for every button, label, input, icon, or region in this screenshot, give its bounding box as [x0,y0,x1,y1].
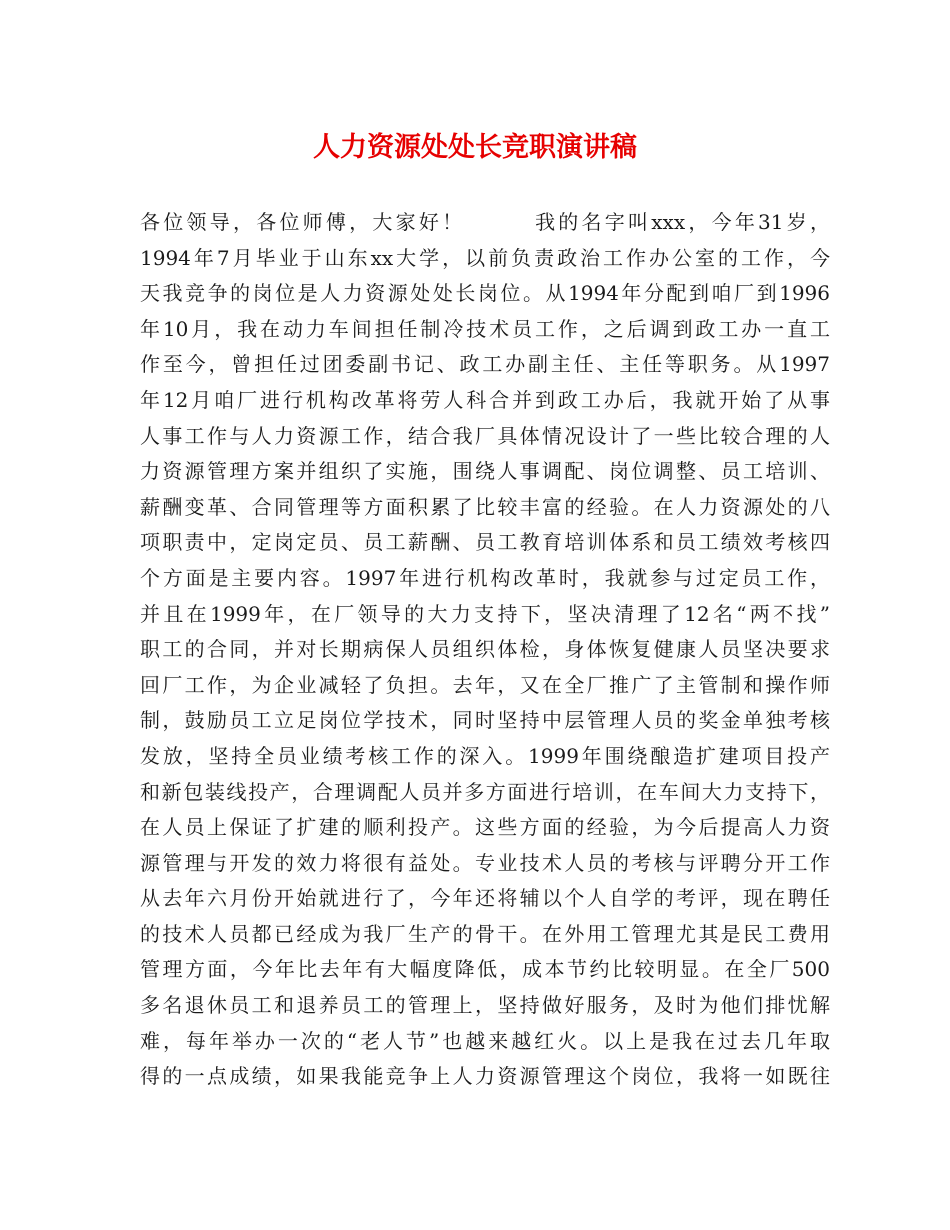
body-line: 个方面是主要内容。1997年进行机构改革时，我就参与过定员工作， [140,565,830,590]
body-line: 多名退休员工和退养员工的管理上，坚持做好服务，及时为他们排忧解 [140,993,830,1018]
document-title: 人力资源处处长竞职演讲稿 [313,132,637,163]
body-line: 源管理与开发的效力将很有益处。专业技术人员的考核与评聘分开工作 [140,850,830,875]
body-line: 力资源管理方案并组织了实施，围绕人事调配、岗位调整、员工培训、 [140,459,830,484]
body-line: 项职责中，定岗定员、员工薪酬、员工教育培训体系和员工绩效考核四 [140,530,830,555]
document-body [140,205,830,1095]
body-line: 1994年7月毕业于山东xx大学，以前负责政治工作办公室的工作，今 [140,245,830,270]
body-line: 管理方面，今年比去年有大幅度降低，成本节约比较明显。在全厂500 [140,957,830,982]
body-line: 的技术人员都已经成为我厂生产的骨干。在外用工管理尤其是民工费用 [140,921,830,946]
body-line: 在人员上保证了扩建的顺利投产。这些方面的经验，为今后提高人力资 [140,815,830,840]
body-line: 职工的合同，并对长期病保人员组织体检，身体恢复健康人员坚决要求 [140,637,830,662]
body-line: 得的一点成绩，如果我能竞争上人力资源管理这个岗位，我将一如既往 [140,1064,830,1089]
body-line: 各位领导，各位师傅，大家好！ 我的名字叫xxx，今年31岁， [140,210,830,234]
body-line: 难，每年举办一次的“老人节”也越来越红火。以上是我在过去几年取 [140,1028,830,1053]
body-line: 作至今，曾担任过团委副书记、政工办副主任、主任等职务。从1997 [140,352,830,377]
body-line: 年12月咱厂进行机构改革将劳人科合并到政工办后，我就开始了从事 [140,387,830,412]
body-line: 和新包装线投产，合理调配人员并多方面进行培训，在车间大力支持下， [140,779,830,804]
body-line: 并且在1999年，在厂领导的大力支持下，坚决清理了12名“两不找” [140,601,830,626]
body-line: 薪酬变革、合同管理等方面积累了比较丰富的经验。在人力资源处的八 [140,494,830,519]
body-line: 从去年六月份开始就进行了，今年还将辅以个人自学的考评，现在聘任 [140,886,830,911]
body-line: 回厂工作，为企业减轻了负担。去年，又在全厂推广了主管制和操作师 [140,672,830,697]
body-line: 天我竞争的岗位是人力资源处处长岗位。从1994年分配到咱厂到1996 [140,281,830,306]
body-line: 年10月，我在动力车间担任制冷技术员工作，之后调到政工办一直工 [140,316,830,341]
body-line: 人事工作与人力资源工作，结合我厂具体情况设计了一些比较合理的人 [140,423,830,448]
body-line: 发放，坚持全员业绩考核工作的深入。1999年围绕酿造扩建项目投产 [140,743,830,768]
body-line: 制，鼓励员工立足岗位学技术，同时坚持中层管理人员的奖金单独考核 [140,708,830,733]
